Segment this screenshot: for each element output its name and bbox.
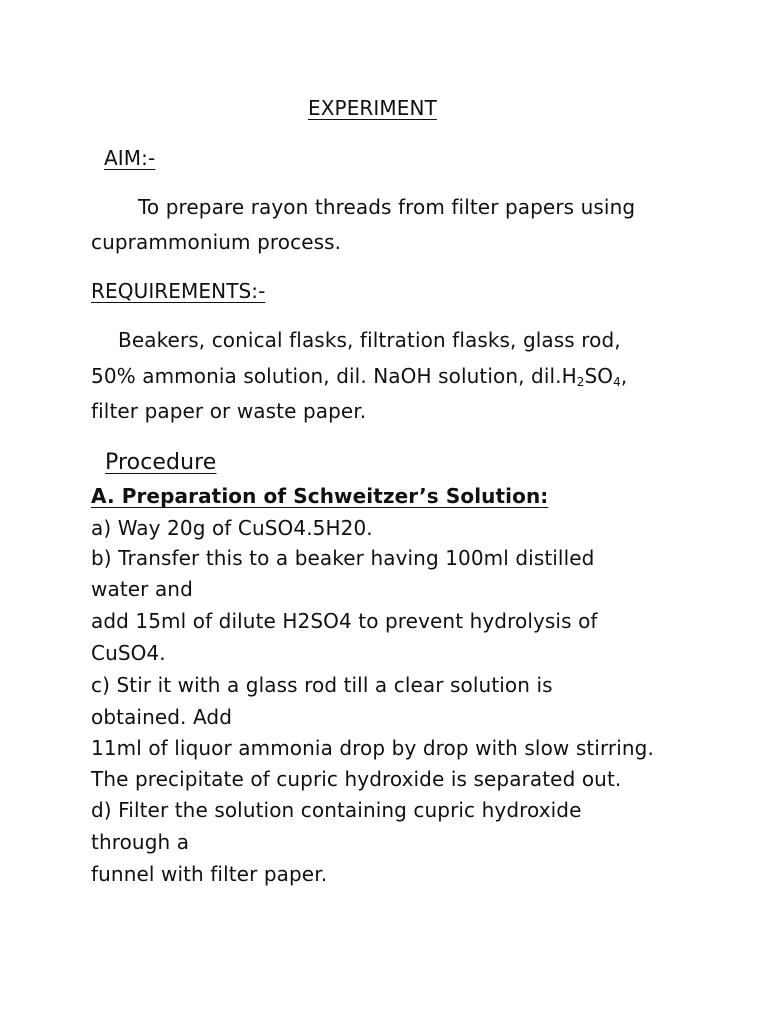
subscript-4: 4 (613, 375, 621, 389)
procedure-step: CuSO4. (91, 641, 166, 665)
requirements-line-2-comma: , (620, 364, 628, 388)
requirements-line-1: Beakers, conical flasks, filtration flasks, glass rod, (118, 328, 621, 352)
aim-text-line-1: To prepare rayon threads from filter papers using (138, 195, 636, 219)
procedure-step: through a (91, 830, 190, 854)
procedure-step: add 15ml of dilute H2SO4 to prevent hydrolysis of (91, 609, 598, 633)
procedure-step: a) Way 20g of CuSO4.5H20. (91, 516, 373, 540)
procedure-step: c) Stir it with a glass rod till a clear solution is (91, 673, 553, 697)
aim-heading: AIM:- (104, 146, 156, 170)
procedure-step: b) Transfer this to a beaker having 100ml distilled (91, 546, 595, 570)
requirements-line-2 (91, 363, 627, 389)
procedure-step: water and (91, 577, 193, 601)
procedure-step: 11ml of liquor ammonia drop by drop with slow stirring. (91, 736, 654, 760)
requirements-line-2-so: SO (584, 364, 614, 388)
requirements-heading: REQUIREMENTS:- (91, 279, 266, 303)
subscript-2: 2 (576, 375, 585, 389)
aim-text-line-2: cuprammonium process. (91, 230, 342, 254)
requirements-line-3: filter paper or waste paper. (91, 399, 367, 423)
procedure-step: d) Filter the solution containing cupric hydroxide (91, 798, 582, 822)
procedure-step: The precipitate of cupric hydroxide is separated out. (91, 767, 622, 791)
procedure-step: obtained. Add (91, 705, 232, 729)
document-title: EXPERIMENT (308, 96, 437, 120)
section-a-heading: A. Preparation of Schweitzer’s Solution: (91, 484, 549, 508)
procedure-step: funnel with filter paper. (91, 862, 328, 886)
requirements-line-2-text: 50% ammonia solution, dil. NaOH solution, dil.H (91, 364, 577, 388)
procedure-heading: Procedure (105, 450, 217, 475)
